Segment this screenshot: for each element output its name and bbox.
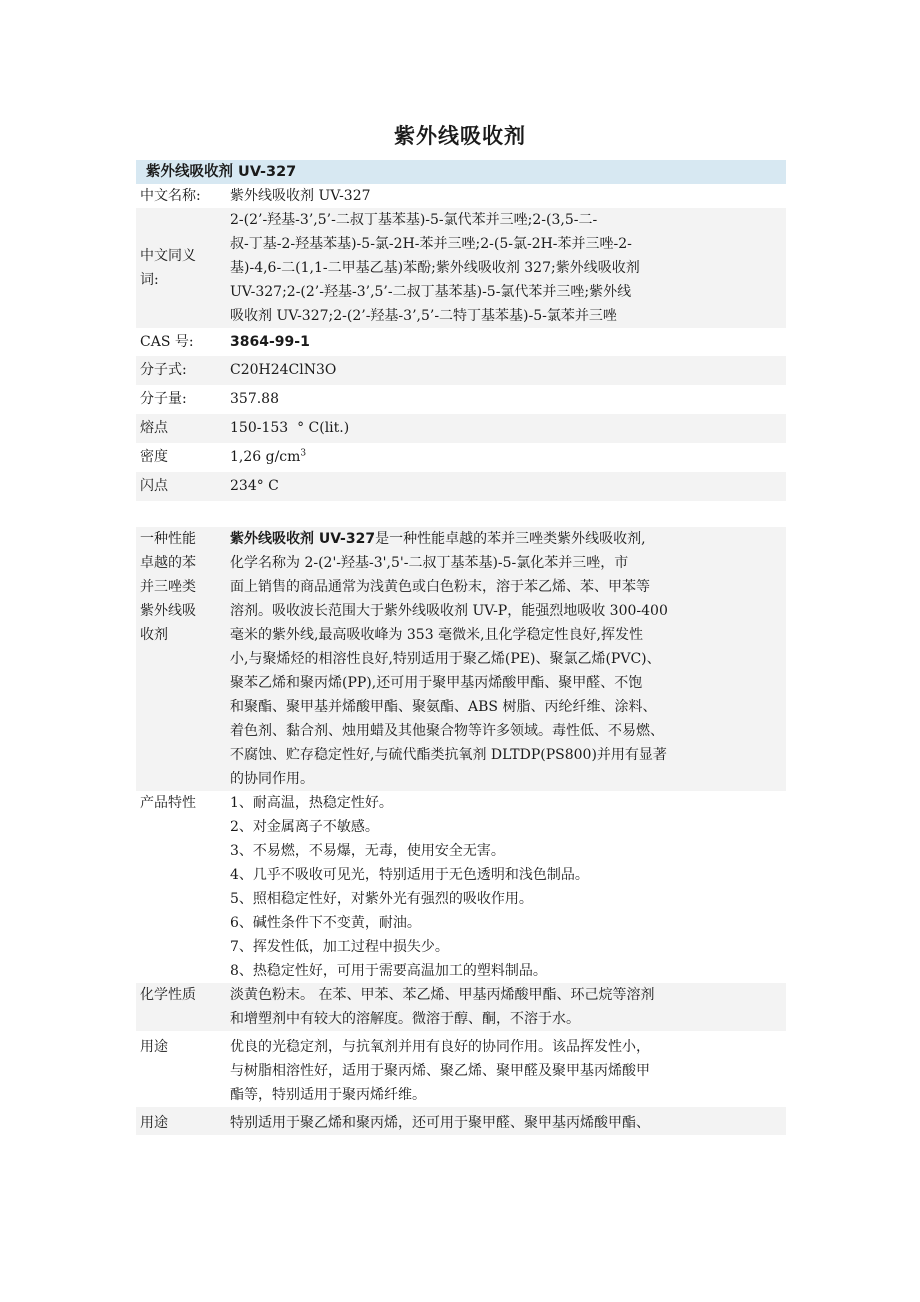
row-value: 150-153 ° C(lit.) [230, 420, 350, 436]
text-line: 特别适用于聚乙烯和聚丙烯，还可用于聚甲醛、聚甲基丙烯酸甲酯、 [230, 1115, 650, 1131]
text-line: 小,与聚烯烃的相溶性良好,特别适用于聚乙烯(PE)、聚氯乙烯(PVC)、 [230, 651, 661, 667]
row-label [136, 208, 230, 328]
row-formula [136, 356, 786, 385]
text-line: 淡黄色粉末。 在苯、甲苯、苯乙烯、甲基丙烯酸甲酯、环己烷等溶剂 [230, 987, 655, 1003]
row-value: 234° C [230, 478, 279, 494]
text-span: 是一种性能卓越的苯并三唑类紫外线吸收剂, [375, 531, 646, 547]
text-line: 面上销售的商品通常为浅黄色或白色粉末，溶于苯乙烯、苯、甲苯等 [230, 579, 650, 595]
row-value: 3864-99-1 [230, 334, 310, 350]
row-description [136, 527, 786, 791]
property-table [136, 160, 786, 1135]
text-line: 吸收剂 UV-327;2-(2’-羟基-3’,5’-二特丁基苯基)-5-氯苯并三唑 [230, 308, 617, 324]
row-label: 密度 [140, 449, 168, 465]
label-line: 词: [140, 272, 159, 288]
text-line: 2-(2’-羟基-3’,5’-二叔丁基苯基)-5-氯代苯并三唑;2-(3,5-二- [230, 212, 598, 228]
label-line: 中文同义 [140, 248, 196, 264]
list-item: 1、耐高温，热稳定性好。 [230, 795, 393, 811]
label-line: 紫外线吸 [140, 603, 196, 619]
list-item: 2、对金属离子不敏感。 [230, 819, 379, 835]
row-melting-point [136, 414, 786, 443]
row-features [136, 791, 786, 983]
text-line: 优良的光稳定剂，与抗氧剂并用有良好的协同作用。该品挥发性小， [230, 1039, 650, 1055]
page-title: 紫外线吸收剂 [394, 124, 526, 148]
text-line [230, 527, 786, 551]
text-line: 和聚酯、聚甲基并烯酸甲酯、聚氨酯、ABS 树脂、丙纶纤维、涂料、 [230, 699, 657, 715]
text-line: 毫米的紫外线,最高吸收峰为 353 毫微米,且化学稳定性良好,挥发性 [230, 627, 643, 643]
row-value [230, 1035, 786, 1107]
row-chemical [136, 983, 786, 1031]
list-item: 6、碱性条件下不变黄，耐油。 [230, 915, 421, 931]
section-header: 紫外线吸收剂 UV-327 [136, 160, 786, 184]
row-label: 中文名称: [140, 188, 201, 204]
row-value: 紫外线吸收剂 UV-327 [230, 188, 371, 204]
row-value [230, 208, 786, 328]
text-line: 不腐蚀、贮存稳定性好,与硫代酯类抗氧剂 DLTDP(PS800)并用有显著 [230, 747, 667, 763]
superscript: 3 [300, 448, 307, 459]
text-line: 叔-丁基-2-羟基苯基)-5-氯-2H-苯并三唑;2-(5-氯-2H-苯并三唑-2- [230, 236, 632, 252]
row-label: 化学性质 [140, 987, 196, 1003]
row-label: 用途 [140, 1115, 168, 1131]
row-label: 用途 [140, 1039, 168, 1055]
text-line: 化学名称为 2-(2'-羟基-3',5'-二叔丁基苯基)-5-氯化苯并三唑，市 [230, 555, 629, 571]
product-name: 紫外线吸收剂 UV-327 [230, 531, 376, 547]
list-item: 8、热稳定性好，可用于需要高温加工的塑料制品。 [230, 963, 547, 979]
text-line: UV-327;2-(2’-羟基-3’,5’-二叔丁基苯基)-5-氯代苯并三唑;紫外线 [230, 284, 632, 300]
row-density [136, 443, 786, 472]
row-mol-weight [136, 385, 786, 414]
row-label: 分子量: [140, 391, 187, 407]
row-label [136, 527, 230, 791]
row-label: 熔点 [140, 420, 168, 436]
row-synonyms [136, 208, 786, 328]
row-value [230, 1111, 786, 1135]
text-line: 和增塑剂中有较大的溶解度。微溶于醇、酮，不溶于水。 [230, 1011, 580, 1027]
row-value: 357.88 [230, 391, 279, 407]
text-line: 聚苯乙烯和聚丙烯(PP),还可用于聚甲基丙烯酸甲酯、聚甲醛、不饱 [230, 675, 643, 691]
row-label: CAS 号: [140, 334, 194, 350]
row-value [230, 983, 786, 1031]
label-line: 并三唑类 [140, 579, 196, 595]
row-use [136, 1031, 786, 1107]
text-line: 溶剂。吸收波长范围大于紫外线吸收剂 UV-P，能强烈地吸收 300-400 [230, 603, 668, 619]
list-item: 4、几乎不吸收可见光，特别适用于无色透明和浅色制品。 [230, 867, 589, 883]
row-cas [136, 328, 786, 356]
label-line: 收剂 [140, 627, 168, 643]
text-line: 酯等，特别适用于聚丙烯纤维。 [230, 1087, 426, 1103]
text-line: 与树脂相溶性好，适用于聚丙烯、聚乙烯、聚甲醛及聚甲基丙烯酸甲 [230, 1063, 650, 1079]
label-line: 一种性能 [140, 531, 196, 547]
row-value [230, 443, 786, 472]
row-label: 产品特性 [140, 795, 196, 811]
list-item: 5、照相稳定性好，对紫外光有强烈的吸收作用。 [230, 891, 533, 907]
text-line: 的协同作用。 [230, 771, 314, 787]
density-value: 1,26 g/cm [230, 449, 301, 465]
list-item: 3、不易燃，不易爆，无毒，使用安全无害。 [230, 843, 505, 859]
row-use-2 [136, 1107, 786, 1135]
row-label: 分子式: [140, 362, 187, 378]
row-value [230, 527, 786, 791]
label-line: 卓越的苯 [140, 555, 196, 571]
list-item: 7、挥发性低，加工过程中损失少。 [230, 939, 449, 955]
row-value [230, 791, 786, 983]
text-line: 基)-4,6-二(1,1-二甲基乙基)苯酚;紫外线吸收剂 327;紫外线吸收剂 [230, 260, 640, 276]
row-chinese-name [136, 184, 786, 208]
row-label: 闪点 [140, 478, 168, 494]
row-value: C20H24ClN3O [230, 362, 337, 378]
row-flash-point [136, 472, 786, 501]
text-line: 着色剂、黏合剂、烛用蜡及其他聚合物等许多领域。毒性低、不易燃、 [230, 723, 664, 739]
